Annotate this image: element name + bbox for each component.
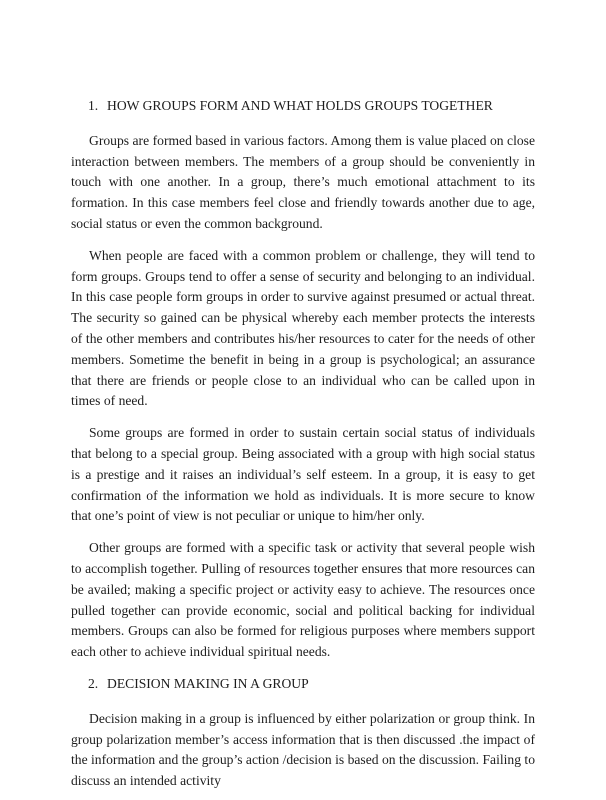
section-heading-2 [71, 674, 535, 695]
paragraph-group-formation-factors: Groups are formed based in various factors. Among them is value placed on close interaction between members. The members of a group should be conveniently in touch with one another. In a group, there’s much emotional attachment to its formation. In this case members feel close and friendly towards another due to age, social status or even the common background. [71, 132, 535, 231]
paragraph-decision-making: Decision making in a group is influenced by either polarization or group think. In group polarization member’s access information that is then discussed .the impact of the information and the group’s action /decision is based on the discussion. Failing to discuss an intended activity [71, 710, 535, 789]
paragraph-task-activity: Other groups are formed with a specific task or activity that several people wish to accomplish together. Pulling of resources together ensures that more resources can be availed; making a specific project or activity easy to achieve. The resources once pulled together can provide economic, social and political backing for individual members. Groups can also be formed for religious purposes where members support each other to achieve individual spiritual needs. [71, 540, 535, 660]
heading-text: DECISION MAKING IN A GROUP [107, 675, 309, 691]
paragraph-security-belonging: When people are faced with a common problem or challenge, they will tend to form groups. Groups tend to offer a sense of security and belonging to an individual. In this case people form groups in order to survive against presumed or actual threat. The security so gained can be physical whereby each member protects the interests of the other members and contributes his/her resources to cater for the needs of other members. Sometime the benefit in being in a group is psychological; an assurance that there are friends or people close to an individual who can be called upon in times of need. [71, 247, 535, 409]
heading-number: 1. [88, 98, 99, 113]
heading-text: HOW GROUPS FORM AND WHAT HOLDS GROUPS TOGETHER [107, 98, 493, 113]
heading-number: 2. [88, 675, 99, 691]
section-heading-1 [71, 96, 535, 117]
paragraph-social-status: Some groups are formed in order to sustain certain social status of individuals that belong to a special group. Being associated with a group with high social status is a prestige and it raises an individual’s self esteem. In a group, it is easy to get confirmation of the information we hold as individuals. It is more secure to know that one’s point of view is not peculiar or unique to him/her only. [71, 425, 535, 524]
